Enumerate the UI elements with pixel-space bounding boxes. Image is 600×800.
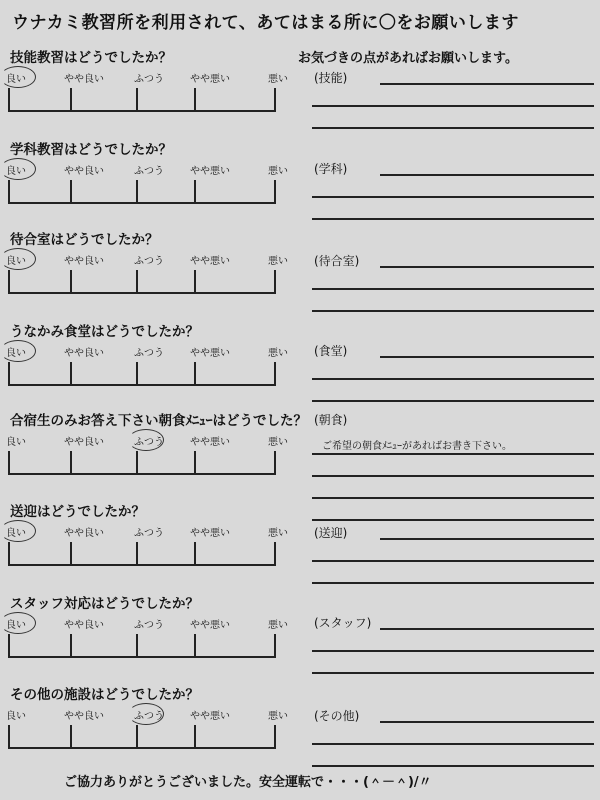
comment-category-label: (朝食) <box>314 413 348 427</box>
comment-writing-line[interactable] <box>312 288 594 290</box>
rating-option-label[interactable]: やや良い <box>64 348 104 359</box>
scale-tick <box>136 542 138 566</box>
scale-tick <box>274 270 276 294</box>
scale-tick <box>70 362 72 386</box>
rating-option-label[interactable]: やや悪い <box>190 711 230 722</box>
rating-option-label[interactable]: ふつう <box>134 74 164 85</box>
scale-tick <box>194 180 196 204</box>
comment-writing-line[interactable] <box>312 453 594 455</box>
rating-option-label[interactable]: 悪い <box>268 256 288 267</box>
rating-scale-labels <box>6 344 296 360</box>
scale-tick <box>8 88 10 112</box>
question-title: スタッフ対応はどうでしたか？ <box>10 596 199 612</box>
rating-option-label[interactable]: 良い <box>6 437 26 448</box>
scale-tick <box>194 270 196 294</box>
rating-option-label[interactable]: やや良い <box>64 256 104 267</box>
comment-writing-line[interactable] <box>312 475 594 477</box>
handwritten-circle-mark <box>0 520 36 542</box>
rating-option-label[interactable]: 良い <box>6 256 26 267</box>
rating-option-label[interactable]: やや良い <box>64 711 104 722</box>
scale-tick <box>70 725 72 749</box>
rating-scale-labels <box>6 707 296 723</box>
scale-tick <box>70 634 72 658</box>
scale-tick <box>70 542 72 566</box>
rating-scale-line <box>8 725 276 749</box>
rating-scale-line <box>8 88 276 112</box>
scale-tick <box>70 451 72 475</box>
rating-scale-labels <box>6 70 296 86</box>
rating-option-label[interactable]: 悪い <box>268 348 288 359</box>
rating-option-label[interactable]: やや良い <box>64 166 104 177</box>
scale-tick <box>274 362 276 386</box>
scale-tick <box>274 725 276 749</box>
rating-option-label[interactable]: やや悪い <box>190 620 230 631</box>
comment-category-label: (技能) <box>314 71 348 85</box>
comment-writing-line[interactable] <box>312 560 594 562</box>
rating-option-label[interactable]: やや悪い <box>190 437 230 448</box>
rating-scale-line <box>8 542 276 566</box>
comment-writing-line[interactable] <box>312 743 594 745</box>
rating-option-label[interactable]: 悪い <box>268 437 288 448</box>
rating-option-label[interactable]: やや良い <box>64 74 104 85</box>
handwritten-circle-mark <box>128 429 164 451</box>
scale-tick <box>194 634 196 658</box>
rating-option-label[interactable]: 悪い <box>268 620 288 631</box>
handwritten-circle-mark <box>0 612 36 634</box>
rating-option-label[interactable]: やや良い <box>64 437 104 448</box>
scale-tick <box>8 725 10 749</box>
scale-tick <box>274 88 276 112</box>
scale-baseline <box>8 564 276 566</box>
scale-tick <box>8 270 10 294</box>
rating-option-label[interactable]: 悪い <box>268 74 288 85</box>
comment-writing-line[interactable] <box>380 356 594 358</box>
comment-writing-line[interactable] <box>312 400 594 402</box>
rating-option-label[interactable]: 良い <box>6 74 26 85</box>
scale-baseline <box>8 384 276 386</box>
question-title: その他の施設はどうでしたか？ <box>10 687 199 703</box>
comment-category-label: (待合室) <box>314 254 360 268</box>
comment-writing-line[interactable] <box>380 628 594 630</box>
scale-tick <box>8 451 10 475</box>
scale-tick <box>274 451 276 475</box>
rating-scale-labels <box>6 524 296 540</box>
rating-scale-line <box>8 451 276 475</box>
scale-tick <box>274 180 276 204</box>
handwritten-circle-mark <box>128 703 164 725</box>
scale-tick <box>70 270 72 294</box>
question-title: 学科教習はどうでしたか？ <box>10 142 172 158</box>
comment-writing-line[interactable] <box>312 196 594 198</box>
rating-scale-labels <box>6 433 296 449</box>
rating-option-label[interactable]: 良い <box>6 528 26 539</box>
footer-text: ご協力ありがとうございました。安全運転で・・・(＾－＾)/〃 <box>64 775 432 790</box>
rating-option-label[interactable]: ふつう <box>134 348 164 359</box>
scale-tick <box>194 542 196 566</box>
scale-tick <box>274 634 276 658</box>
rating-option-label[interactable]: 悪い <box>268 166 288 177</box>
scale-tick <box>136 362 138 386</box>
scale-tick <box>194 451 196 475</box>
comment-writing-line[interactable] <box>312 378 594 380</box>
comment-writing-line[interactable] <box>380 538 594 540</box>
handwritten-circle-mark <box>0 248 36 270</box>
scale-baseline <box>8 110 276 112</box>
comment-writing-line[interactable] <box>312 765 594 767</box>
rating-option-label[interactable]: やや悪い <box>190 348 230 359</box>
comment-writing-line[interactable] <box>312 650 594 652</box>
comment-writing-line[interactable] <box>380 174 594 176</box>
comment-writing-line[interactable] <box>312 127 594 129</box>
scale-tick <box>274 542 276 566</box>
scale-tick <box>8 634 10 658</box>
scale-tick <box>8 180 10 204</box>
comment-writing-line[interactable] <box>312 672 594 674</box>
scale-tick <box>136 88 138 112</box>
scale-tick <box>136 634 138 658</box>
rating-scale-labels <box>6 162 296 178</box>
rating-option-label[interactable]: ふつう <box>134 528 164 539</box>
comment-writing-line[interactable] <box>312 497 594 499</box>
breakfast-menu-note: ご希望の朝食ﾒﾆｭｰがあればお書き下さい。 <box>322 441 512 452</box>
scale-tick <box>136 725 138 749</box>
question-title: 技能教習はどうでしたか？ <box>10 50 172 66</box>
rating-option-label[interactable]: 悪い <box>268 528 288 539</box>
scale-baseline <box>8 292 276 294</box>
scale-baseline <box>8 747 276 749</box>
scale-tick <box>136 270 138 294</box>
handwritten-circle-mark <box>0 340 36 362</box>
rating-option-label[interactable]: 良い <box>6 166 26 177</box>
comment-writing-line[interactable] <box>380 83 594 85</box>
comment-category-label: (学科) <box>314 162 348 176</box>
comment-writing-line[interactable] <box>312 310 594 312</box>
rating-option-label[interactable]: やや悪い <box>190 166 230 177</box>
rating-option-label[interactable]: ふつう <box>134 166 164 177</box>
handwritten-circle-mark <box>0 66 36 88</box>
rating-option-label[interactable]: 悪い <box>268 711 288 722</box>
comment-writing-line[interactable] <box>312 218 594 220</box>
scale-tick <box>136 180 138 204</box>
rating-option-label[interactable]: やや悪い <box>190 256 230 267</box>
rating-option-label[interactable]: 良い <box>6 348 26 359</box>
scale-tick <box>194 725 196 749</box>
comment-writing-line[interactable] <box>312 519 594 521</box>
rating-scale-labels <box>6 616 296 632</box>
comment-writing-line[interactable] <box>312 105 594 107</box>
comment-category-label: (その他) <box>314 709 360 723</box>
scale-tick <box>8 362 10 386</box>
rating-scale-line <box>8 270 276 294</box>
scale-tick <box>136 451 138 475</box>
rating-scale-line <box>8 634 276 658</box>
rating-option-label[interactable]: ふつう <box>134 437 164 448</box>
comment-writing-line[interactable] <box>380 266 594 268</box>
rating-option-label[interactable]: やや良い <box>64 620 104 631</box>
comment-writing-line[interactable] <box>312 582 594 584</box>
question-title: うなかみ食堂はどうでしたか？ <box>10 324 199 340</box>
form-title: ウナカミ教習所を利用されて、あてはまる所に〇をお願いします <box>12 13 519 33</box>
rating-option-label[interactable]: やや悪い <box>190 528 230 539</box>
rating-scale-labels <box>6 252 296 268</box>
comments-heading: お気づきの点があればお願いします。 <box>298 51 518 66</box>
rating-option-label[interactable]: 良い <box>6 711 26 722</box>
rating-option-label[interactable]: やや悪い <box>190 74 230 85</box>
scale-tick <box>8 542 10 566</box>
question-title: 合宿生のみお答え下さい朝食ﾒﾆｭｰはどうでした？ <box>10 413 307 429</box>
scale-baseline <box>8 202 276 204</box>
comment-category-label: (スタッフ) <box>314 616 372 630</box>
scale-tick <box>70 180 72 204</box>
comment-category-label: (送迎) <box>314 526 348 540</box>
scale-baseline <box>8 473 276 475</box>
rating-option-label[interactable]: 良い <box>6 620 26 631</box>
rating-scale-line <box>8 362 276 386</box>
scale-tick <box>194 88 196 112</box>
question-title: 待合室はどうでしたか？ <box>10 232 159 248</box>
rating-option-label[interactable]: ふつう <box>134 711 164 722</box>
handwritten-circle-mark <box>0 158 36 180</box>
rating-option-label[interactable]: やや良い <box>64 528 104 539</box>
comment-writing-line[interactable] <box>380 721 594 723</box>
comment-category-label: (食堂) <box>314 344 348 358</box>
rating-option-label[interactable]: ふつう <box>134 620 164 631</box>
scale-tick <box>70 88 72 112</box>
rating-scale-line <box>8 180 276 204</box>
scale-tick <box>194 362 196 386</box>
scale-baseline <box>8 656 276 658</box>
rating-option-label[interactable]: ふつう <box>134 256 164 267</box>
question-title: 送迎はどうでしたか？ <box>10 504 145 520</box>
